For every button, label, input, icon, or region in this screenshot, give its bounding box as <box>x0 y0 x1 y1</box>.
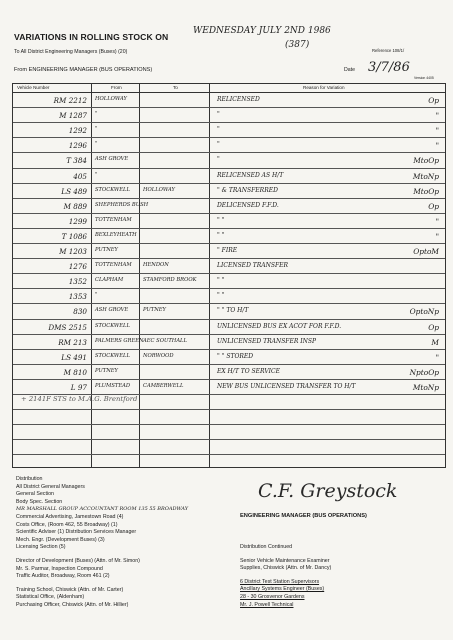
vehicle-number: L 97 <box>70 382 87 392</box>
distribution-line: 6 District Test Station Supervisors <box>240 578 320 585</box>
handwritten-reference: (387) <box>285 40 310 50</box>
col-from: From <box>111 85 122 90</box>
reason-for-variation: UNLICENSED BUS EX ACOT FOR F.F.D. <box>217 322 342 330</box>
vehicle-number: M 810 <box>63 367 87 377</box>
action-code: MtoNp <box>412 382 439 392</box>
distribution-line: Senior Vehicle Maintenance Examiner <box>240 557 330 564</box>
action-code: Op <box>428 96 439 105</box>
distribution-lines <box>16 484 188 610</box>
row-divider <box>13 454 445 455</box>
action-code: MtoNp <box>412 171 439 181</box>
to-depot: NORWOOD <box>143 352 174 359</box>
from-line: From ENGINEERING MANAGER (BUS OPERATIONS) <box>14 67 153 73</box>
col-to: To <box>173 85 178 90</box>
reason-for-variation: RELICENSED AS H/T <box>217 171 284 179</box>
action-code: " <box>435 111 439 121</box>
vehicle-number: T 384 <box>66 156 87 166</box>
distribution-line: Scientific Adviser (1) Distribution Services Manager <box>16 529 137 536</box>
table-row <box>13 199 445 214</box>
row-divider <box>13 409 445 410</box>
reason-for-variation: " <box>217 156 220 164</box>
vehicle-number: 1352 <box>68 277 87 287</box>
vehicle-number: 1296 <box>68 141 87 151</box>
distribution-line: 28 - 30 Grosvenor Gardens <box>240 593 305 600</box>
from-depot: " <box>95 126 98 133</box>
reason-for-variation: " & TRANSFERRED <box>217 186 278 194</box>
table-row <box>13 335 445 350</box>
distribution-line: Statistical Office, (Aldenham) <box>16 594 85 601</box>
handwritten-date: WEDNESDAY JULY 2ND 1986 <box>193 26 331 36</box>
reason-for-variation: " " <box>217 216 225 224</box>
vehicle-number: M 1287 <box>59 111 87 121</box>
from-depot: STOCKWELL <box>95 186 130 193</box>
action-code: M <box>431 337 439 347</box>
reason-for-variation: " " <box>217 277 225 285</box>
table-row <box>13 320 445 335</box>
reason-for-variation: " " <box>217 231 225 239</box>
table-row <box>13 123 445 138</box>
table-row <box>13 244 445 259</box>
distribution-continued-heading: Distribution Continued <box>240 544 293 550</box>
vehicle-number: DMS 2515 <box>48 322 87 332</box>
distribution-continued-lines <box>240 558 331 610</box>
distribution-line: Director of Development (Buses) (Attn. of Mr. Simon) <box>16 557 140 564</box>
from-depot: PUTNEY <box>95 367 118 374</box>
distribution-line: Training School, Chiswick (Attn. of Mr. Carter) <box>16 586 124 593</box>
distribution-line: Supplies, Chiswick (Attn. of Mr. Dancy) <box>240 565 332 572</box>
from-depot: PLUMSTEAD <box>95 382 131 389</box>
reason-for-variation: " FIRE <box>217 247 238 254</box>
distribution-line: All District General Managers <box>16 483 85 490</box>
from-depot: " <box>95 141 98 148</box>
distribution-line: General Section <box>16 491 54 498</box>
reason-for-variation: " <box>217 141 220 149</box>
vehicle-number: M 1203 <box>59 247 87 256</box>
action-code: Op <box>428 201 439 211</box>
from-depot: ASH GROVE <box>95 156 129 163</box>
to-line: To All District Engineering Managers (Buses) (20) <box>14 49 128 55</box>
to-depot: STAMFORD BROOK <box>143 277 197 284</box>
distribution-line: Costs Office, (Room 462, 55 Broadway) (1) <box>16 521 118 528</box>
from-depot: " <box>95 171 98 178</box>
table-row <box>13 259 445 274</box>
from-depot: STOCKWELL <box>95 352 130 359</box>
vehicle-number: 1292 <box>68 126 87 136</box>
table-row <box>13 108 445 123</box>
variations-table <box>12 83 446 468</box>
from-depot: TOTTENHAM <box>95 262 132 269</box>
action-code: OptoM <box>413 247 439 256</box>
vehicle-number: RM 213 <box>58 337 87 347</box>
reason-for-variation: " " STORED <box>217 352 254 360</box>
action-code: MtoOp <box>413 186 439 196</box>
vehicle-number: LS 489 <box>61 186 87 196</box>
table-row <box>13 380 445 395</box>
table-footnote: + 2141F STS to M.A.G. Brentford <box>21 395 138 403</box>
action-code: " <box>435 231 439 241</box>
from-depot: SHEPHERDS BUSH <box>95 201 149 208</box>
form-number: Version 4405 <box>414 76 434 80</box>
document-title: VARIATIONS IN ROLLING STOCK ON <box>14 32 169 42</box>
from-depot: TOTTENHAM <box>95 216 132 223</box>
distribution-line: Traffic Auditor, Broadway, Room 461 (2) <box>16 573 110 580</box>
action-code: MtoOp <box>413 156 439 166</box>
action-code: " <box>435 352 439 362</box>
distribution-line: Body Spec. Section <box>16 498 63 505</box>
reason-for-variation: EX H/T TO SERVICE <box>217 367 281 375</box>
col-reason: Reason for Variation <box>303 85 345 90</box>
distribution-line: Mech. Engr. (Development Buses) (3) <box>16 536 105 543</box>
reason-for-variation: UNLICENSED TRANSFER INSP <box>217 337 317 345</box>
from-depot: HOLLOWAY <box>95 96 127 102</box>
distribution-line: Commercial Advertising, Jamestown Road (4) <box>16 513 124 520</box>
from-depot: " <box>95 292 98 299</box>
table-row <box>13 153 445 168</box>
table-row <box>13 365 445 380</box>
distribution-continued <box>240 544 331 609</box>
table-row <box>13 138 445 153</box>
vehicle-number: M 889 <box>63 201 87 211</box>
date-value: 3/7/86 <box>368 60 410 75</box>
action-code: " <box>435 126 439 136</box>
distribution-line: Licensing Section (5) <box>16 544 66 551</box>
to-depot: HOLLOWAY <box>143 186 175 193</box>
date-label: Date <box>344 67 355 73</box>
from-depot: " <box>95 111 98 118</box>
from-depot: BEXLEYHEATH <box>95 231 137 238</box>
table-row <box>13 304 445 319</box>
table-row <box>13 169 445 184</box>
table-row <box>13 289 445 304</box>
action-code: " <box>435 216 439 226</box>
action-code: OptoNp <box>409 307 439 317</box>
vehicle-number: RM 2212 <box>53 96 87 105</box>
to-depot: PUTNEY <box>143 307 166 314</box>
vehicle-number: 830 <box>73 307 87 317</box>
action-code: NptoOp <box>409 367 439 377</box>
distribution-line: MR MARSHALL GROUP ACCOUNTANT ROOM 135 55 BROADWAY <box>16 506 189 513</box>
distribution-line: Mr. J. Powell Technical <box>240 601 294 608</box>
row-divider <box>13 439 445 440</box>
table-row <box>13 93 445 108</box>
reason-for-variation: " " <box>217 292 225 300</box>
vehicle-number: 1276 <box>68 262 87 272</box>
vehicle-number: 1299 <box>68 216 87 226</box>
vehicle-number: 405 <box>73 171 87 181</box>
signature: C.F. Greystock <box>258 480 398 502</box>
reason-for-variation: NEW BUS UNLICENSED TRANSFER TO H/T <box>217 382 356 390</box>
reason-for-variation: " <box>217 111 220 119</box>
table-row <box>13 274 445 289</box>
reason-for-variation: " " TO H/T <box>217 307 249 315</box>
signatory-title: ENGINEERING MANAGER (BUS OPERATIONS) <box>240 513 367 519</box>
distribution-list <box>16 476 188 610</box>
from-depot: CLAPHAM <box>95 277 124 284</box>
distribution-line: Purchasing Officer, Chiswick (Attn. of Mr. Hillier) <box>16 601 129 608</box>
from-depot: ASH GROVE <box>95 307 129 314</box>
from-depot: STOCKWELL <box>95 322 130 329</box>
action-code: Op <box>428 322 439 332</box>
reason-for-variation: DELICENSED F.F.D. <box>217 201 279 209</box>
col-vehicle-number: Vehicle Number <box>17 85 50 90</box>
to-depot: HENDON <box>143 262 169 269</box>
from-depot: PALMERS GREEN <box>95 337 144 344</box>
reason-for-variation: RELICENSED <box>217 96 260 103</box>
row-divider <box>13 424 445 425</box>
table-row <box>13 214 445 229</box>
table-row <box>13 350 445 365</box>
from-depot: PUTNEY <box>95 247 118 253</box>
reference-label: Reference 108/1/ <box>372 48 405 53</box>
to-depot: CAMBERWELL <box>143 382 184 389</box>
reason-for-variation: LICENSED TRANSFER <box>217 262 289 270</box>
vehicle-number: LS 491 <box>61 352 87 362</box>
vehicle-number: 1353 <box>68 292 87 302</box>
reason-for-variation: " <box>217 126 220 134</box>
action-code: " <box>435 141 439 151</box>
vehicle-number: T 1086 <box>61 231 87 241</box>
to-depot: AEC SOUTHALL <box>143 337 187 344</box>
distribution-line: Ancillary Systems Engineer (Buses) <box>240 586 325 593</box>
distribution-line: Mr. S. Parmar, Inspection Compound <box>16 565 103 572</box>
table-row <box>13 184 445 199</box>
table-header <box>13 84 445 93</box>
distribution-heading: Distribution <box>16 476 43 482</box>
table-row <box>13 229 445 244</box>
